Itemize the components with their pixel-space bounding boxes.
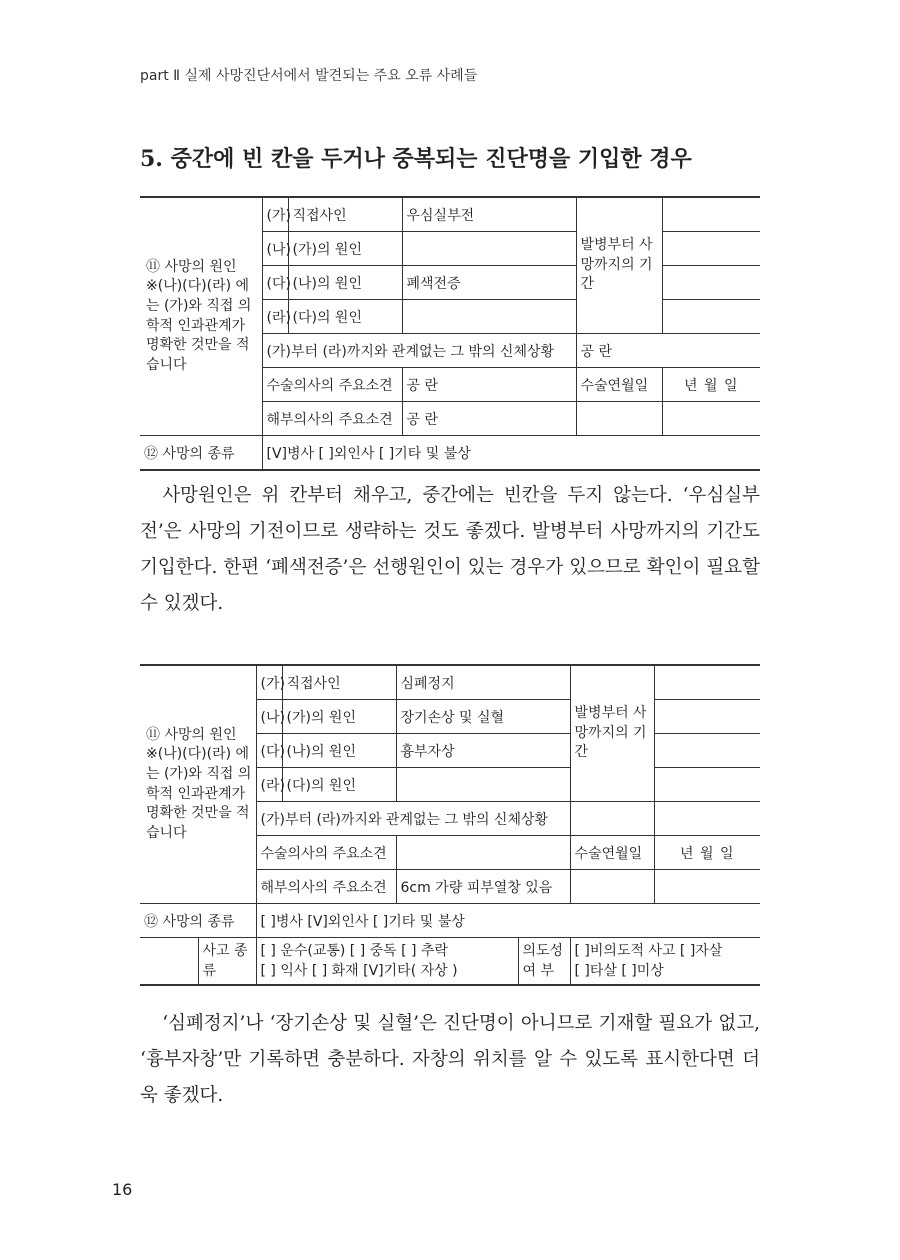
other-condition-label: (가)부터 (라)까지와 관계없는 그 밖의 신체상황 [256, 802, 570, 836]
row-value [396, 768, 570, 802]
blank-cell [662, 402, 760, 436]
row-label: (가)의 원인 [282, 700, 396, 734]
duration-label: 발병부터 사망까지의 기간 [576, 197, 662, 334]
row-label: (나)의 원인 [288, 266, 402, 300]
row-value: 폐색전증 [402, 266, 576, 300]
accident-options-line-1: [ ] 운수(교통) [ ] 중독 [ ] 추락 [260, 942, 448, 959]
row-code: (나) [256, 700, 282, 734]
blank-cell [654, 870, 760, 904]
autopsy-findings-label: 해부의사의 주요소견 [262, 402, 402, 436]
page-number: 16 [112, 1180, 133, 1199]
surgery-findings-value [396, 836, 570, 870]
row-code: (라) [262, 300, 288, 334]
accident-options-line-2: [ ] 익사 [ ] 화재 [V]기타( 자상 ) [260, 963, 458, 979]
surgery-findings-value: 공 란 [402, 368, 576, 402]
explanation-paragraph-2: ‘심폐정지’나 ‘장기손상 및 실혈’은 진단명이 아니므로 기재할 필요가 없고, ‘흉부자창’만 기록하면 충분하다. 자창의 위치를 알 수 있도록 표시한다면 더욱 좋겠다. [140, 1013, 760, 1106]
duration-cell [662, 300, 760, 334]
surgery-findings-label: 수술의사의 주요소견 [262, 368, 402, 402]
death-type-label: ⑫ 사망의 종류 [140, 436, 262, 471]
duration-cell [654, 665, 760, 700]
accident-type-label: 사고 종류 [198, 938, 256, 986]
surgery-date-value: 년 월 일 [662, 368, 760, 402]
duration-cell [654, 734, 760, 768]
row-code: (다) [256, 734, 282, 768]
intent-label: 의도성 여 부 [518, 938, 570, 986]
row-label: (다)의 원인 [288, 300, 402, 334]
duration-cell [662, 266, 760, 300]
row-label: (가)의 원인 [288, 232, 402, 266]
row-code: (가) [262, 197, 288, 232]
row-code: (나) [262, 232, 288, 266]
duration-label: 발병부터 사망까지의 기간 [570, 665, 654, 802]
row-code: (가) [256, 665, 282, 700]
row-value: 흉부자상 [396, 734, 570, 768]
autopsy-findings-label: 해부의사의 주요소견 [256, 870, 396, 904]
row-label: (나)의 원인 [282, 734, 396, 768]
row-label: 직접사인 [282, 665, 396, 700]
death-type-value: [V]병사 [ ]외인사 [ ]기타 및 불상 [262, 436, 760, 471]
accident-type-options [256, 938, 518, 986]
duration-cell [654, 768, 760, 802]
row-label: 직접사인 [288, 197, 402, 232]
running-header: part Ⅱ 실제 사망진단서에서 발견되는 주요 오류 사례들 [140, 68, 478, 84]
other-condition-value [570, 802, 654, 836]
blank-cell [570, 870, 654, 904]
other-condition-label: (가)부터 (라)까지와 관계없는 그 밖의 신체상황 [262, 334, 576, 368]
duration-cell [654, 700, 760, 734]
death-certificate-table-1 [140, 196, 760, 471]
autopsy-findings-value: 6cm 가량 피부열창 있음 [396, 870, 570, 904]
blank-cell [654, 802, 760, 836]
row-code: (다) [262, 266, 288, 300]
surgery-date-label: 수술연월일 [570, 836, 654, 870]
intent-options-line-1: [ ]비의도적 사고 [ ]자살 [574, 942, 723, 959]
other-condition-value: 공 란 [576, 334, 760, 368]
duration-cell [662, 232, 760, 266]
row-value: 심폐정지 [396, 665, 570, 700]
cause-of-death-label: ⑪ 사망의 원인 ※(나)(다)(라) 에는 (가)와 직접 의학적 인과관계가 명확한 것만을 적습니다 [140, 665, 256, 904]
section-title: 5. 중간에 빈 칸을 두거나 중복되는 진단명을 기입한 경우 [140, 146, 692, 172]
explanation-paragraph-1: 사망원인은 위 칸부터 채우고, 중간에는 빈칸을 두지 않는다. ‘우심실부전’은 사망의 기전이므로 생략하는 것도 좋겠다. 발병부터 사망까지의 기간도 기입한다. 한편 ‘폐색전증’은 선행원인이 있는 경우가 있으므로 확인이 필요할 수 있겠다. [140, 485, 760, 614]
duration-cell [662, 197, 760, 232]
blank-cell [140, 938, 198, 986]
surgery-date-label: 수술연월일 [576, 368, 662, 402]
row-value [402, 300, 576, 334]
cause-of-death-label: ⑪ 사망의 원인 ※(나)(다)(라) 에는 (가)와 직접 의학적 인과관계가 명확한 것만을 적습니다 [140, 197, 262, 436]
intent-options-line-2: [ ]타살 [ ]미상 [574, 963, 664, 979]
death-type-value: [ ]병사 [V]외인사 [ ]기타 및 불상 [256, 904, 760, 938]
row-code: (라) [256, 768, 282, 802]
surgery-findings-label: 수술의사의 주요소견 [256, 836, 396, 870]
autopsy-findings-value: 공 란 [402, 402, 576, 436]
surgery-date-value: 년 월 일 [654, 836, 760, 870]
row-value: 우심실부전 [402, 197, 576, 232]
row-value: 장기손상 및 실혈 [396, 700, 570, 734]
row-value [402, 232, 576, 266]
blank-cell [576, 402, 662, 436]
row-label: (다)의 원인 [282, 768, 396, 802]
death-type-label: ⑫ 사망의 종류 [140, 904, 256, 938]
intent-options [570, 938, 760, 986]
death-certificate-table-2 [140, 664, 760, 986]
